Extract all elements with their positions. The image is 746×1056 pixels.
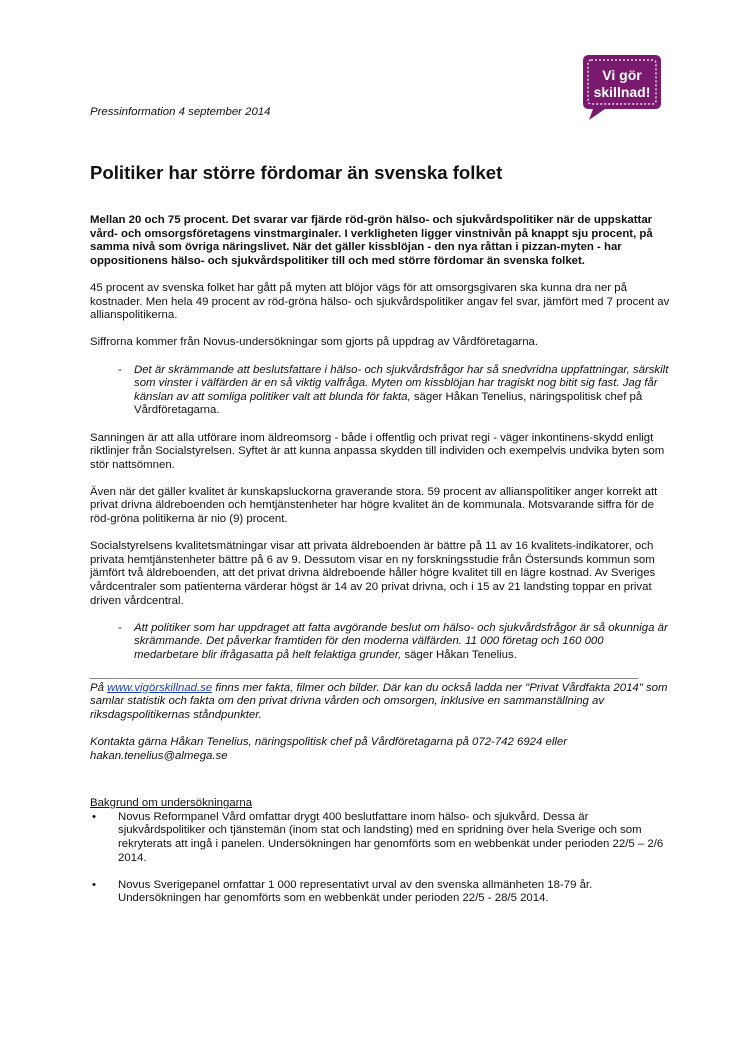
more-info — [90, 682, 670, 723]
bullet: • — [92, 878, 96, 891]
logo-line1: Vi gör — [602, 67, 642, 83]
quote-dash: - — [118, 363, 122, 376]
quote-dash: - — [118, 621, 122, 634]
paragraph-3: Sanningen är att alla utförare inom äldreomsorg - både i offentlig och privat regi - väger inkontinens-skydd enligt riktlinjer från Socialstyrelsen. Syftet är att kunna anpassa skydden till individen och exempelvis undvika byten som stör nattsömnen. — [90, 431, 665, 471]
page-title: Politiker har större fördomar än svenska folket — [90, 162, 503, 183]
paragraph-4: Även när det gäller kvalitet är kunskapsluckorna graverande stora. 59 procent av allianspolitiker anger korrekt att privat drivna äldreboenden och hemtjänstenheter har högre kvalitet än de kommunala. Motsvarande siffra för de röd-gröna politikerna är nio (9) procent. — [90, 485, 658, 526]
press-date: Pressinformation 4 september 2014 — [90, 106, 271, 118]
website-link[interactable]: www.vigörskillnad.se — [107, 681, 213, 694]
list-item — [90, 879, 670, 906]
paragraph-5: Socialstyrelsens kvalitetsmätningar visar att privata äldreboenden är bättre på 11 av 16 kvalitets-indikatorer, och privata hemtjänstenheter bättre på 6 av 9. Dessutom visar en ny forskningsstudie från Östersunds kommun som jämfört två äldreboenden, att det privat drivna äldreboende håller högre kvalitet till en lägre kostnad. Av Sveriges vårdcentraler som patienterna värderar högst är 14 av 20 privat drivna, och i 15 av 21 landsting toppar en privat driven vårdcentral. — [90, 540, 656, 607]
paragraph-1: 45 procent av svenska folket har gått på myten att blöjor vägs för att omsorgsgivaren ska kunna dra ner på kostnader. Men hela 49 procent av röd-gröna hälso- och sjukvårdspolitiker angav fel svar, jämfört med 7 procent av allianspolitikerna. — [90, 281, 670, 322]
quote-1-attribution: säger Håkan Tenelius, näringspolitisk chef på Vårdföretagarna. — [134, 390, 643, 417]
list-item-text: Novus Sverigepanel omfattar 1 000 representativt urval av den svenska allmänheten 18-79 år. Undersökningen har genomförts som en webbenkät under perioden 22/5 - 28/5 2014. — [118, 878, 593, 905]
speech-bubble-logo-icon — [579, 53, 663, 121]
background-heading: Bakgrund om undersökningarna — [90, 797, 253, 810]
lead-paragraph: Mellan 20 och 75 procent. Det svarar var fjärde röd-grön hälso- och sjukvårdspolitiker när de uppskattar vård- och omsorgsföretagens vinstmarginaler. I verkligheten ligger vinstnivån på knappt sju procent, på samma nivå som övriga näringslivet. När det gäller kissblöjan - den nya råttan i pizzan-myten - har oppositionens hälso- och sjukvårdspolitiker till och med större fördomar än svenska folket. — [90, 214, 653, 267]
divider — [90, 678, 638, 679]
quote-1 — [90, 364, 670, 418]
logo-line2: skillnad! — [593, 84, 651, 100]
more-info-prefix: På — [90, 681, 108, 694]
quote-2 — [90, 622, 670, 663]
background-list — [90, 811, 670, 906]
quote-2-attribution: säger Håkan Tenelius. — [401, 649, 517, 661]
quote-1-text: Det är skrämmande att beslutsfattare i hälso- och sjukvårdsfrågor har så snedvridna uppfattningar, särskilt som vinster i välfärden är en så viktig valfråga. Myten om kissblöjan har tragiskt nog bitit sig fast. Jag får känslan av att somliga politiker valt att blunda för fakta, — [134, 363, 669, 403]
list-item — [90, 811, 670, 865]
article-body — [90, 214, 670, 920]
contact-info: Kontakta gärna Håkan Tenelius, näringspolitisk chef på Vårdföretagarna på 072-742 6924 eller hakan.tenelius@almega.se — [90, 735, 568, 762]
bullet: • — [92, 810, 96, 823]
more-info-suffix: finns mer fakta, filmer och bilder. Där kan du också ladda ner "Privat Vårdfakta 2014" som samlar statistik och fakta om den privat drivna vården och omsorgen, inklusive en sammanställning av riksdagspolitikernas ståndpunkter. — [90, 681, 668, 721]
list-item-text: Novus Reformpanel Vård omfattar drygt 400 beslutfattare inom hälso- och sjukvård. Dessa är sjukvårdspolitiker och tjänstemän (inom stat och landsting) med en spridning över hela Sverige och som rekryterats att ingå i panelen. Undersökningen har genomförts som en webbenkät under perioden 22/5 – 2/6 2014. — [118, 810, 664, 864]
logo — [579, 53, 663, 121]
quote-2-text: Att politiker som har uppdraget att fatta avgörande beslut om hälso- och sjukvårdsfrågor är så okunniga är skrämmande. Det påverkar framtiden för den moderna välfärden. 11 000 företag och 160 000 medarbetare blir ifrågasatta på helt felaktiga grunder, — [134, 621, 668, 661]
paragraph-2: Siffrorna kommer från Novus-undersökningar som gjorts på uppdrag av Vårdföretagarna. — [90, 336, 539, 349]
